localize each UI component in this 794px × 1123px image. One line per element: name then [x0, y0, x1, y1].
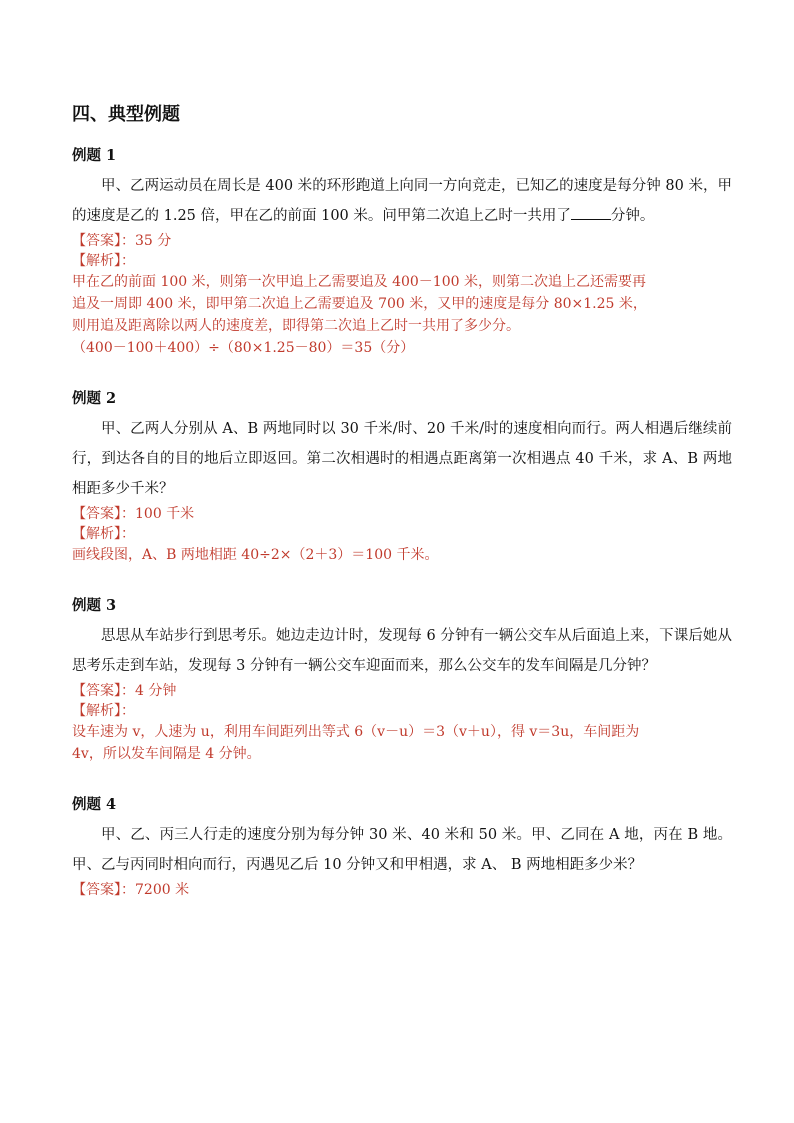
analysis-label-line — [72, 251, 732, 271]
question-text: 思思从车站步行到思考乐。她边走边计时，发现每 6 分钟有一辆公交车从后面追上来，下课后她从思考乐走到车站，发现每 3 分钟有一辆公交车迎面而来，那么公交车的发车间隔是几分钟？ — [72, 628, 732, 674]
example-title: 例题 2 — [72, 390, 117, 407]
analysis-line: 则用追及距离除以两人的速度差，即得第二次追上乙时一共用了多少分。 — [72, 318, 520, 334]
analysis-line: 追及一周即 400 米，即甲第二次追上乙需要追及 700 米，又甲的速度是每分 80×1.25 米， — [72, 296, 647, 312]
example-title: 例题 3 — [72, 597, 117, 614]
analysis-line: 4v，所以发车间隔是 4 分钟。 — [72, 746, 261, 762]
example-title: 例题 1 — [72, 147, 117, 164]
answer-value: ：100 千米 — [121, 506, 195, 522]
example-1 — [72, 144, 732, 359]
example-4 — [72, 793, 732, 900]
answer-label: 【答案】 — [72, 683, 121, 699]
answer-value: ：7200 米 — [121, 882, 190, 898]
answer-value: ：35 分 — [121, 233, 172, 249]
example-title: 例题 4 — [72, 796, 117, 813]
document-page — [72, 100, 732, 928]
analysis-colon: ： — [121, 253, 135, 269]
example-3 — [72, 594, 732, 765]
question-text — [72, 171, 732, 231]
answer-blank — [571, 219, 611, 220]
section-title: 四、典型例题 — [72, 104, 180, 125]
question-part-b: 分钟。 — [610, 208, 655, 224]
analysis-line: （400－100＋400）÷（80×1.25－80）＝35（分） — [72, 340, 415, 356]
analysis-line: 设车速为 v，人速为 u，利用车间距列出等式 6（v－u）＝3（v＋u），得 v＝3u，车间距为 — [72, 724, 640, 740]
analysis-label-line — [72, 524, 732, 544]
analysis-colon: ： — [121, 526, 135, 542]
answer-line — [72, 880, 732, 900]
example-2 — [72, 387, 732, 566]
analysis-label-line — [72, 701, 732, 721]
analysis-line: 甲在乙的前面 100 米，则第一次甲追上乙需要追及 400－100 米，则第二次追上乙还需要再 — [72, 274, 646, 290]
answer-label: 【答案】 — [72, 233, 121, 249]
question-text: 甲、乙两人分别从 A、B 两地同时以 30 千米/时、20 千米/时的速度相向而行。两人相遇后继续前行，到达各自的目的地后立即返回。第二次相遇时的相遇点距离第一次相遇点 40 千米，求 A、B 两地相距多少千米？ — [72, 421, 732, 497]
answer-line — [72, 681, 732, 701]
answer-line — [72, 231, 732, 251]
analysis-colon: ： — [121, 703, 135, 719]
answer-label: 【答案】 — [72, 882, 121, 898]
analysis-label: 【解析】 — [72, 526, 121, 542]
analysis-line: 画线段图，A、B 两地相距 40÷2×（2＋3）＝100 千米。 — [72, 547, 439, 563]
analysis-label: 【解析】 — [72, 703, 121, 719]
question-text: 甲、乙、丙三人行走的速度分别为每分钟 30 米、40 米和 50 米。甲、乙同在 A 地，丙在 B 地。甲、乙与丙同时相向而行，丙遇见乙后 10 分钟又和甲相遇，求 A、 B 两地相距多少米？ — [72, 827, 732, 873]
analysis-label: 【解析】 — [72, 253, 121, 269]
answer-label: 【答案】 — [72, 506, 121, 522]
answer-value: ：4 分钟 — [121, 683, 177, 699]
question-part-a: 甲、乙两运动员在周长是 400 米的环形跑道上向同一方向竞走，已知乙的速度是每分钟 80 米，甲的速度是乙的 1.25 倍，甲在乙的前面 100 米。问甲第二次追上乙时一共用了 — [72, 178, 732, 224]
answer-line — [72, 504, 732, 524]
